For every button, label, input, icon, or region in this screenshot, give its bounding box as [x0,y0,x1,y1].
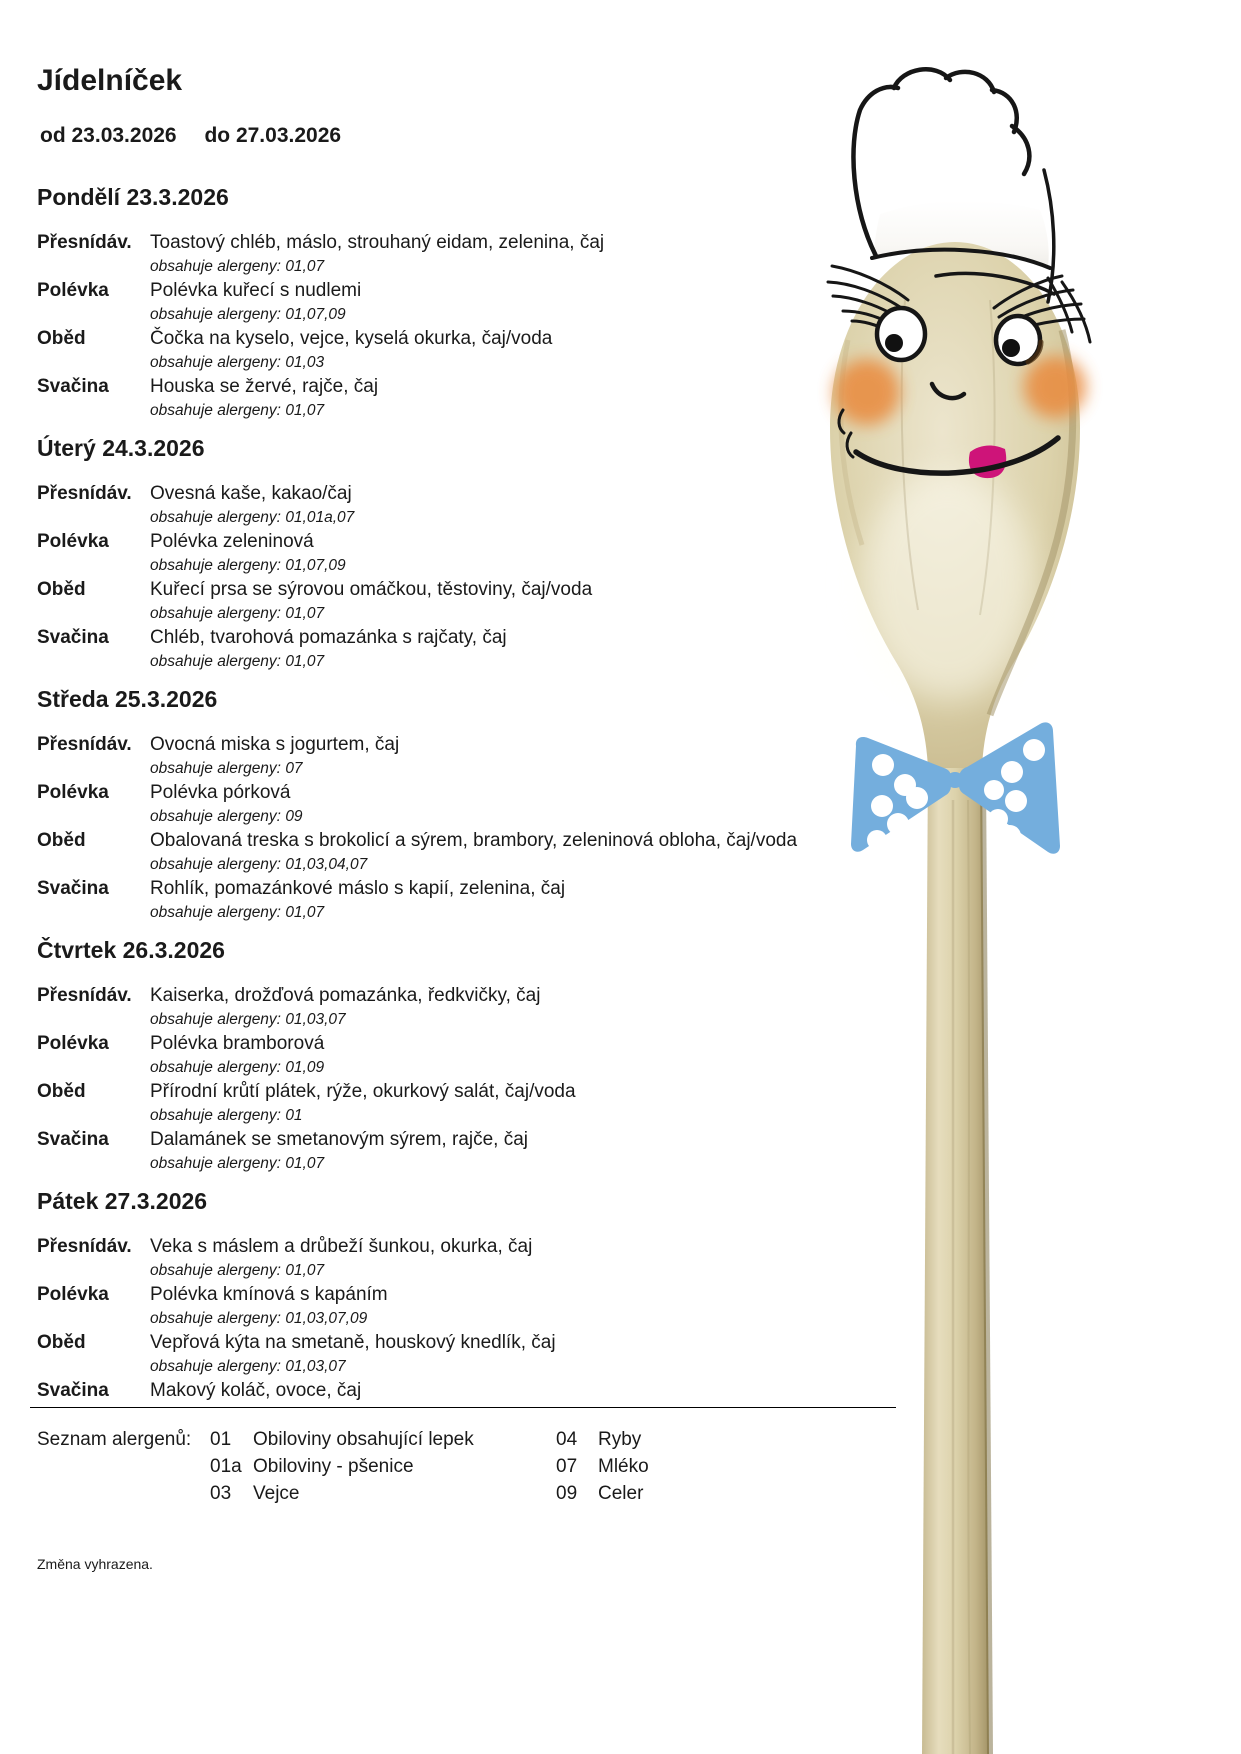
meal-label: Oběd [37,1081,86,1102]
meal-allergens: obsahuje alergeny: 01,07 [150,1155,325,1172]
meal-food: Rohlík, pomazánkové máslo s kapií, zelenina, čaj [150,878,566,899]
meal-allergens: obsahuje alergeny: 01,07,09 [150,557,346,574]
allergen-name: Vejce [253,1483,300,1504]
meal-row [37,530,917,578]
meal-label: Oběd [37,579,86,600]
meal-row [37,1283,917,1331]
meal-label: Polévka [37,280,109,301]
meal-allergens: obsahuje alergeny: 01,07 [150,402,325,419]
allergen-code: 07 [556,1456,578,1477]
meal-row [37,626,917,674]
footer-note: Změna vyhrazena. [37,1556,153,1572]
date-range [40,123,917,148]
meal-food: Čočka na kyselo, vejce, kyselá okurka, čaj/voda [150,328,553,349]
meal-food: Toastový chléb, máslo, strouhaný eidam, zelenina, čaj [150,232,605,253]
meal-allergens: obsahuje alergeny: 01 [150,1107,303,1124]
meal-allergens: obsahuje alergeny: 01,01a,07 [150,509,355,526]
meal-food: Polévka kmínová s kapáním [150,1284,388,1305]
meal-food: Dalamánek se smetanovým sýrem, rajče, čaj [150,1129,529,1150]
meal-food: Houska se žervé, rajče, čaj [150,376,379,397]
divider-line [30,1407,896,1408]
meal-row [37,578,917,626]
meal-food: Polévka zeleninová [150,531,314,552]
right-cheek [1024,356,1086,418]
meal-food: Veka s máslem a drůbeží šunkou, okurka, čaj [150,1236,533,1257]
allergen-name: Obiloviny - pšenice [253,1456,414,1477]
menu-content [37,0,917,1572]
allergen-list-row [37,1426,917,1453]
tongue [969,445,1006,478]
meal-label: Přesnídáv. [37,734,132,755]
meal-food: Polévka bramborová [150,1033,325,1054]
meal-row [37,877,917,925]
day-section-tuesday [37,435,917,674]
meal-food: Chléb, tvarohová pomazánka s rajčaty, čaj [150,627,507,648]
page-title: Jídelníček [37,64,183,97]
meal-label: Oběd [37,1332,86,1353]
meal-allergens: obsahuje alergeny: 01,03 [150,354,325,371]
meal-allergens: obsahuje alergeny: 01,07 [150,258,325,275]
meal-row [37,1331,917,1379]
meal-label: Polévka [37,782,109,803]
allergen-code: 09 [556,1483,578,1504]
meal-label: Přesnídáv. [37,1236,132,1257]
allergen-code: 01a [210,1456,242,1477]
allergen-name: Mléko [598,1456,649,1477]
meal-food: Polévka kuřecí s nudlemi [150,280,362,301]
meal-row [37,1379,917,1403]
allergen-list-row [37,1453,917,1480]
day-heading: Úterý 24.3.2026 [37,435,205,461]
allergen-list [37,1426,917,1510]
meal-allergens: obsahuje alergeny: 09 [150,808,303,825]
meal-allergens: obsahuje alergeny: 01,07 [150,653,325,670]
meal-row [37,984,917,1032]
meal-allergens: obsahuje alergeny: 01,03,07 [150,1358,346,1375]
meal-row [37,781,917,829]
meal-food: Ovesná kaše, kakao/čaj [150,483,352,504]
meal-food: Obalovaná treska s brokolicí a sýrem, brambory, zeleninová obloha, čaj/voda [150,830,798,851]
allergen-code: 01 [210,1429,232,1450]
day-heading: Středa 25.3.2026 [37,686,218,712]
meal-label: Polévka [37,1033,109,1054]
meal-row [37,327,917,375]
meal-label: Polévka [37,1284,109,1305]
day-section-friday [37,1188,917,1403]
meal-label: Oběd [37,328,86,349]
right-eye [996,316,1040,364]
meal-allergens: obsahuje alergeny: 01,03,04,07 [150,856,368,873]
meal-food: Polévka pórková [150,782,291,803]
allergen-list-title: Seznam alergenů: [37,1429,192,1450]
meal-row [37,1080,917,1128]
meal-allergens: obsahuje alergeny: 01,07 [150,904,325,921]
meal-row [37,829,917,877]
meal-label: Svačina [37,878,109,899]
meal-row [37,482,917,530]
day-section-thursday [37,937,917,1176]
meal-allergens: obsahuje alergeny: 01,03,07 [150,1011,346,1028]
meal-label: Svačina [37,627,109,648]
meal-label: Oběd [37,830,86,851]
meal-allergens: obsahuje alergeny: 01,09 [150,1059,325,1076]
spoon-handle [922,760,989,1754]
day-heading: Pondělí 23.3.2026 [37,184,229,210]
meal-allergens: obsahuje alergeny: 01,07 [150,605,325,622]
meal-label: Polévka [37,531,109,552]
meal-row [37,279,917,327]
day-section-monday [37,184,917,423]
allergen-code: 03 [210,1483,232,1504]
meal-allergens: obsahuje alergeny: 07 [150,760,303,777]
meal-food: Kaiserka, drožďová pomazánka, ředkvičky, čaj [150,985,541,1006]
nose [932,384,964,398]
meal-label: Přesnídáv. [37,232,132,253]
meal-food: Makový koláč, ovoce, čaj [150,1380,362,1401]
meal-label: Svačina [37,376,109,397]
allergen-list-row [37,1480,917,1507]
meal-row [37,733,917,781]
day-heading: Čtvrtek 26.3.2026 [37,937,225,963]
allergen-code: 04 [556,1429,578,1450]
allergen-name: Celer [598,1483,644,1504]
meal-label: Přesnídáv. [37,985,132,1006]
meal-allergens: obsahuje alergeny: 01,07 [150,1262,325,1279]
meal-label: Svačina [37,1129,109,1150]
meal-food: Vepřová kýta na smetaně, houskový knedlík, čaj [150,1332,556,1353]
meal-allergens: obsahuje alergeny: 01,03,07,09 [150,1310,368,1327]
allergen-name: Ryby [598,1429,642,1450]
meal-row [37,231,917,279]
date-from: 23.03.2026 [71,124,177,147]
day-section-wednesday [37,686,917,925]
date-to: 27.03.2026 [235,124,342,147]
meal-food: Ovocná miska s jogurtem, čaj [150,734,400,755]
right-pupil [1002,339,1020,357]
meal-row [37,1128,917,1176]
day-heading: Pátek 27.3.2026 [37,1188,208,1214]
allergen-name: Obiloviny obsahující lepek [253,1429,474,1450]
meal-food: Kuřecí prsa se sýrovou omáčkou, těstoviny, čaj/voda [150,579,593,600]
date-from-label: od [40,124,66,147]
meal-allergens: obsahuje alergeny: 01,07,09 [150,306,346,323]
meal-label: Přesnídáv. [37,483,132,504]
meal-label: Svačina [37,1380,109,1401]
meal-food: Přírodní krůtí plátek, rýže, okurkový salát, čaj/voda [150,1081,576,1102]
meal-row [37,1235,917,1283]
meal-row [37,375,917,423]
meal-row [37,1032,917,1080]
date-to-label: do [204,124,231,147]
